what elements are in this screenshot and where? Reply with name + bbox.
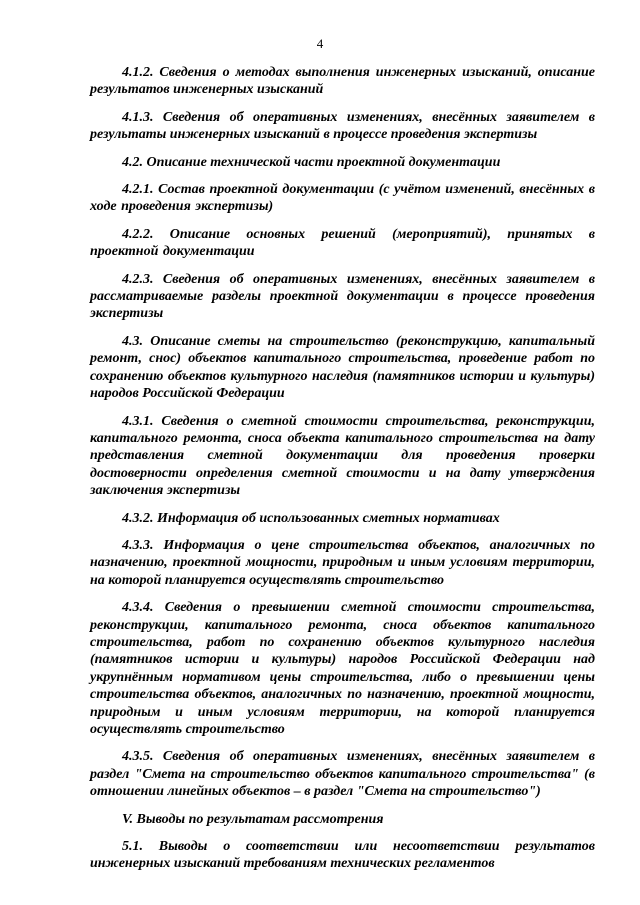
section-4-2-1: 4.2.1. Состав проектной документации (с учётом изменений, внесённых в ходе проведения экспертизы) [90,182,595,215]
section-4-3-4: 4.3.4. Сведения о превышении сметной стоимости строительства, реконструкции, капитального ремонта, сноса объектов капитального строительства, работ по сохранению объектов культурного наследия (памятников истории и культуры) народов Российской Федерации над укрупнённым нормативом цены строительства, либо о превышении цены строительства объектов, аналогичных по назначению, проектной мощности, природным и иным условиям территории, на которой планируется осуществлять строительство [90,600,595,737]
section-v-heading: V. Выводы по результатам рассмотрения [122,811,384,827]
section-4-3: 4.3. Описание сметы на строительство (реконструкцию, капитальный ремонт, снос) объектов капитального строительства, проведение работ по сохранению объектов культурного наследия (памятников истории и культуры) народов Российской Федерации [90,333,595,402]
section-5-1: 5.1. Выводы о соответствии или несоответствии результатов инженерных изысканий требованиям технических регламентов [90,839,595,872]
page-number: 4 [316,36,324,51]
section-4-1-2: 4.1.2. Сведения о методах выполнения инженерных изысканий, описание результатов инженерных изысканий [90,65,595,98]
document-body [90,64,595,883]
section-4-3-1: 4.3.1. Сведения о сметной стоимости строительства, реконструкции, капитального ремонта, сноса объекта капитального строительства на дату представления сметной документации для проведения проверки достоверности определения сметной стоимости и на дату утверждения заключения экспертизы [90,413,595,499]
section-4-3-5: 4.3.5. Сведения об оперативных изменениях, внесённых заявителем в раздел "Смета на строительство объектов капитального строительства" (в отношении линейных объектов – в раздел "Смета на строительство") [90,749,595,800]
section-4-2-3: 4.2.3. Сведения об оперативных изменениях, внесённых заявителем в рассматриваемые разделы проектной документации в процессе проведения экспертизы [90,271,595,322]
section-4-3-3: 4.3.3. Информация о цене строительства объектов, аналогичных по назначению, проектной мощности, природным и иным условиям территории, на которой планируется осуществлять строительство [90,537,595,588]
section-4-1-3: 4.1.3. Сведения об оперативных изменениях, внесённых заявителем в результаты инженерных изысканий в процессе проведения экспертизы [90,109,595,143]
section-4-2-2: 4.2.2. Описание основных решений (мероприятий), принятых в проектной документации [90,226,595,260]
section-4-3-2: 4.3.2. Информация об использованных сметных нормативах [122,510,500,526]
section-4-2: 4.2. Описание технической части проектной документации [122,154,501,170]
